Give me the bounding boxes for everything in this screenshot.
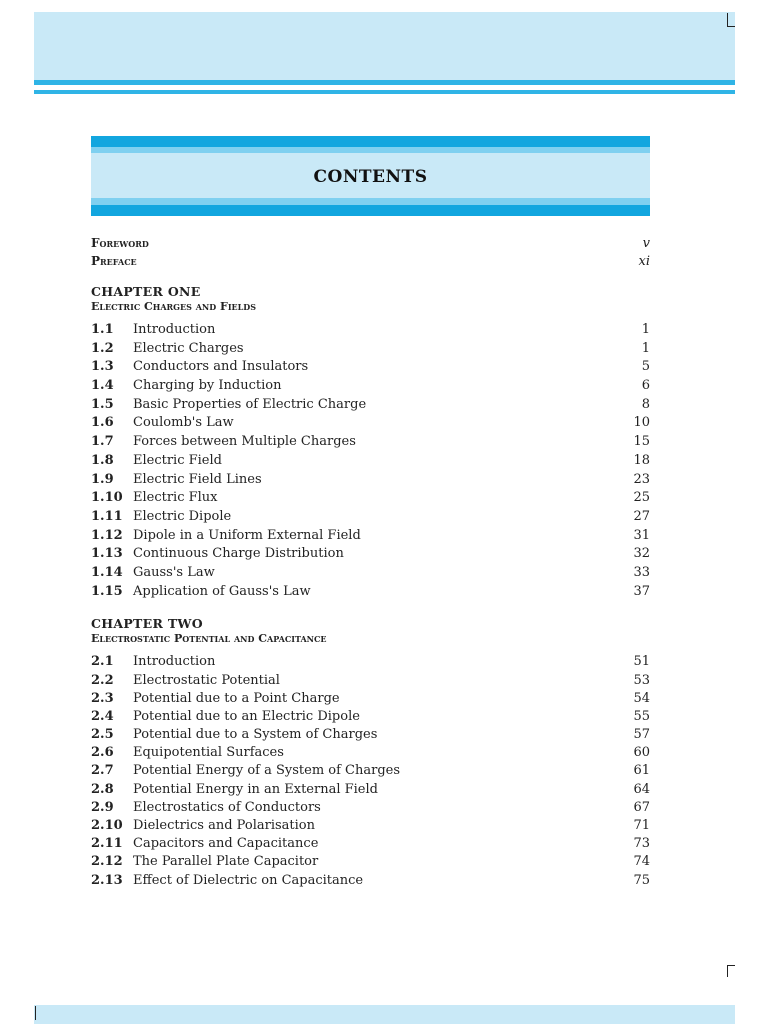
chapter-heading: CHAPTER TWO: [91, 616, 203, 632]
section-title: Electric Field Lines: [133, 471, 262, 487]
page-number: 6: [641, 378, 650, 394]
section-title: Potential Energy in an External Field: [133, 781, 378, 797]
toc-entry[interactable]: [91, 396, 650, 415]
section-number: 1.10: [91, 490, 123, 506]
page-number: 75: [633, 872, 650, 888]
section-number: 2.9: [91, 799, 114, 815]
toc-entry[interactable]: [91, 489, 650, 508]
section-title: Continuous Charge Distribution: [133, 546, 344, 562]
crop-mark: [727, 965, 728, 977]
toc-entry[interactable]: [91, 452, 650, 471]
toc-entry[interactable]: [91, 358, 650, 377]
section-title: Dielectrics and Polarisation: [133, 818, 315, 833]
page-number: 53: [633, 672, 650, 688]
section-number: 2.2: [91, 672, 114, 688]
section-title: Introduction: [133, 654, 216, 670]
page-number: 1: [641, 340, 650, 356]
section-title: Electrostatic Potential: [133, 672, 280, 688]
page-number: 27: [633, 508, 650, 524]
section-number: 2.13: [91, 872, 123, 888]
section-number: 1.12: [91, 527, 123, 543]
section-title: Forces between Multiple Charges: [133, 434, 356, 450]
page-number: 37: [633, 583, 650, 599]
section-number: 1.9: [91, 471, 114, 487]
section-number: 1.15: [91, 583, 123, 599]
top-decorative-band: [34, 12, 735, 82]
section-number: 2.8: [91, 781, 114, 797]
toc-entry[interactable]: [91, 762, 650, 780]
section-title: Potential due to a System of Charges: [133, 727, 378, 743]
chapter-block: [91, 284, 650, 601]
section-number: 1.7: [91, 434, 114, 450]
section-title: Electric Dipole: [133, 508, 232, 524]
page-number: xi: [638, 253, 650, 269]
banner-stripe: [91, 205, 650, 216]
section-number: 2.7: [91, 763, 114, 779]
section-title: Electric Flux: [133, 490, 218, 506]
section-number: 1.14: [91, 564, 123, 580]
page-number: 51: [633, 654, 650, 670]
toc-entry[interactable]: [91, 835, 650, 853]
section-number: 1.4: [91, 378, 114, 394]
section-title: Gauss's Law: [133, 564, 215, 580]
section-title: Conductors and Insulators: [133, 359, 309, 375]
section-title: Charging by Induction: [133, 378, 282, 394]
entry-title: Foreword: [91, 236, 149, 250]
toc-entry[interactable]: [91, 564, 650, 583]
page-number: 64: [633, 781, 650, 797]
page-number: 1: [641, 322, 650, 337]
section-title: Coulomb's Law: [133, 415, 234, 431]
section-number: 2.10: [91, 818, 123, 833]
section-number: 1.11: [91, 508, 123, 524]
page-number: 23: [633, 471, 650, 487]
page-number: 18: [633, 452, 650, 468]
toc-entry[interactable]: [91, 545, 650, 564]
page-number: 71: [633, 818, 650, 833]
section-title: Electric Field: [133, 452, 222, 468]
contents-banner: [91, 136, 650, 216]
chapter-subtitle: Electrostatic Potential and Capacitance: [91, 632, 327, 646]
toc-entry[interactable]: [91, 471, 650, 490]
crop-mark: [727, 13, 728, 27]
section-number: 1.3: [91, 359, 114, 375]
front-matter-entry[interactable]: [91, 253, 650, 271]
toc-entry[interactable]: [91, 527, 650, 546]
section-title: Basic Properties of Electric Charge: [133, 396, 367, 412]
section-number: 2.6: [91, 745, 114, 761]
toc-entry[interactable]: [91, 508, 650, 527]
toc-entry[interactable]: [91, 853, 650, 871]
section-number: 2.12: [91, 854, 123, 870]
page-number: v: [642, 236, 650, 251]
section-title: Application of Gauss's Law: [133, 583, 311, 599]
section-title: Potential due to an Electric Dipole: [133, 708, 360, 724]
toc-entry[interactable]: [91, 690, 650, 708]
section-title: Capacitors and Capacitance: [133, 836, 319, 852]
page-number: 67: [633, 799, 650, 815]
crop-mark: [35, 1006, 36, 1020]
chapter-block: [91, 616, 650, 889]
chapter-subtitle: Electric Charges and Fields: [91, 300, 256, 313]
toc-entry[interactable]: [91, 708, 650, 726]
page-number: 8: [641, 396, 650, 412]
banner-stripe: [91, 147, 650, 153]
page-number: 10: [633, 415, 650, 431]
section-title: The Parallel Plate Capacitor: [133, 854, 319, 870]
toc-entry[interactable]: [91, 433, 650, 452]
page-number: 55: [633, 708, 650, 724]
page-number: 31: [633, 527, 650, 543]
entry-title: Preface: [91, 253, 137, 268]
top-rule: [34, 80, 735, 85]
toc-entry[interactable]: [91, 583, 650, 602]
page-number: 74: [633, 854, 650, 870]
toc-entry[interactable]: [91, 672, 650, 690]
section-title: Potential Energy of a System of Charges: [133, 763, 401, 779]
toc-entry[interactable]: [91, 377, 650, 396]
front-matter-entry[interactable]: [91, 235, 650, 253]
page-number: 57: [633, 727, 650, 743]
toc-entry[interactable]: [91, 744, 650, 762]
section-number: 1.6: [91, 415, 114, 431]
chapter-heading: CHAPTER ONE: [91, 284, 201, 299]
toc-entry[interactable]: [91, 321, 650, 340]
bottom-decorative-band: [34, 1005, 735, 1024]
toc-entry[interactable]: [91, 340, 650, 359]
page-number: 54: [633, 690, 650, 706]
page-number: 60: [633, 745, 650, 761]
crop-mark: [727, 965, 735, 966]
page-number: 15: [633, 434, 650, 450]
section-number: 1.5: [91, 396, 114, 412]
section-number: 1.13: [91, 546, 123, 562]
section-number: 1.2: [91, 340, 114, 356]
section-title: Effect of Dielectric on Capacitance: [133, 872, 364, 888]
page-title: CONTENTS: [313, 167, 428, 187]
section-number: 2.5: [91, 727, 114, 743]
section-title: Dipole in a Uniform External Field: [133, 527, 361, 543]
section-number: 1.1: [91, 322, 114, 337]
page-number: 5: [641, 359, 650, 375]
section-number: 1.8: [91, 452, 114, 468]
top-rule: [34, 90, 735, 94]
toc-entry[interactable]: [91, 799, 650, 817]
section-number: 2.11: [91, 836, 123, 852]
section-title: Equipotential Surfaces: [133, 745, 284, 761]
section-number: 2.1: [91, 654, 114, 670]
toc-entry[interactable]: [91, 817, 650, 835]
front-matter: [91, 235, 650, 270]
section-title: Electric Charges: [133, 340, 244, 356]
page-number: 33: [633, 564, 650, 580]
section-number: 2.4: [91, 708, 114, 724]
crop-mark: [727, 26, 735, 27]
section-title: Potential due to a Point Charge: [133, 690, 340, 706]
section-number: 2.3: [91, 690, 114, 706]
toc-entry[interactable]: [91, 726, 650, 744]
banner-stripe: [91, 198, 650, 205]
section-title: Electrostatics of Conductors: [133, 799, 321, 815]
page-number: 61: [633, 763, 650, 779]
section-title: Introduction: [133, 322, 216, 337]
page-number: 25: [633, 490, 650, 506]
chapter-list: [91, 284, 650, 890]
toc-entry[interactable]: [91, 653, 650, 671]
banner-stripe: [91, 136, 650, 147]
page-number: 32: [633, 546, 650, 562]
toc-entry[interactable]: [91, 781, 650, 799]
toc-entry[interactable]: [91, 414, 650, 433]
toc-entry[interactable]: [91, 872, 650, 890]
table-of-contents: [91, 235, 650, 890]
page-number: 73: [633, 836, 650, 852]
